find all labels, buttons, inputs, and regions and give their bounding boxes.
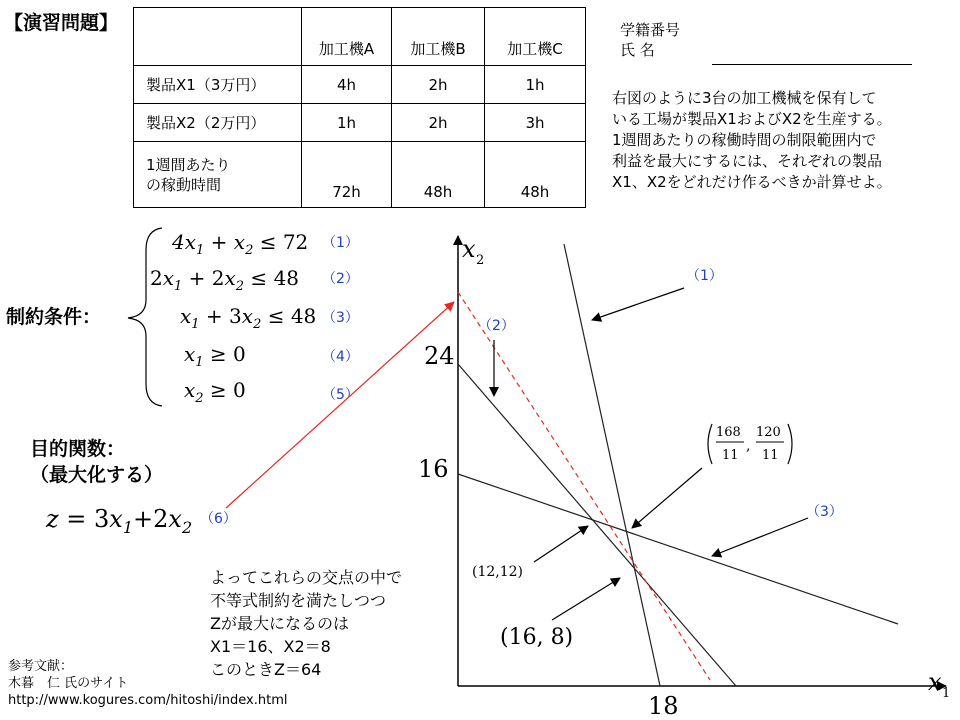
table-header-machine-b: 加工機B: [392, 8, 485, 66]
arrow-label-1: [592, 288, 684, 320]
c2-op: +: [182, 266, 212, 290]
cell-x2-b: 2h: [392, 104, 485, 142]
cell-x1-a: 4h: [302, 66, 392, 104]
cell-hours-c: 48h: [485, 142, 586, 208]
c1-sub1: 1: [196, 243, 205, 258]
exercise-title: 【演習問題】: [4, 12, 119, 34]
c2-var2: x: [224, 266, 236, 290]
line-label-2: （2）: [478, 318, 515, 334]
problem-line-3: 1週間あたりの稼働時間の制限範囲内で: [612, 131, 877, 149]
x1-axis-sub: 1: [942, 686, 951, 701]
obj-plus: +2: [133, 505, 169, 533]
point-label-1212: (12,12): [472, 564, 524, 580]
cell-x2-c: 3h: [485, 104, 586, 142]
tick-24: 24: [424, 342, 455, 370]
conclusion-line-4: X1＝16、X2＝8: [210, 637, 331, 656]
obj-var2: x: [168, 505, 182, 533]
tick-16: 16: [418, 455, 449, 483]
constraint-2-tag: （2）: [322, 271, 359, 287]
c3-rel: ≤: [261, 304, 291, 328]
c1-var1: x: [184, 230, 197, 254]
reference-url: http://www.kogures.com/hitoshi/index.html: [8, 693, 288, 708]
row-label-x1: 製品X1（3万円）: [134, 66, 302, 104]
table-header-machine-a: 加工機A: [302, 8, 392, 66]
c2-sub1: 1: [174, 279, 183, 294]
student-name-label: 氏 名: [620, 41, 655, 59]
c2-sub2: 2: [235, 279, 245, 294]
row-label-hours-line2: の稼動時間: [146, 175, 222, 194]
cell-hours-a: 72h: [302, 142, 392, 208]
line-label-3: （3）: [806, 504, 843, 520]
objective-line: [458, 292, 710, 680]
c2-coef1: 2: [150, 266, 163, 290]
obj-z: z: [46, 505, 59, 533]
constraints-brace: [128, 228, 162, 406]
point-label-168: (16, 8): [500, 625, 574, 650]
constraint-line-1: [564, 244, 660, 686]
c1-rhs: 72: [282, 230, 309, 254]
objective-tag: （6）: [200, 511, 237, 527]
table-header-machine-c: 加工機C: [485, 8, 586, 66]
c5-rel: ≥: [203, 378, 234, 402]
cell-x2-a: 1h: [302, 104, 392, 142]
c3-var2: x: [241, 304, 254, 328]
obj-eq: = 3: [58, 505, 110, 533]
c5-sub1: 2: [195, 391, 204, 406]
frac-paren-right: [788, 424, 792, 464]
conclusion-line-1: よってこれらの交点の中で: [210, 568, 403, 587]
problem-line-1: 右図のように3台の加工機械を保有して: [612, 89, 877, 107]
arrow-frac-point: [632, 468, 702, 528]
conclusion-line-3: Zが最大になるのは: [210, 614, 349, 633]
c3-coef2: 3: [229, 304, 242, 328]
x2-axis-label: x: [462, 235, 476, 263]
obj-sub2: 2: [181, 517, 193, 537]
arrow-168: [552, 578, 620, 620]
constraint-line-3: [458, 474, 898, 624]
student-id-label: 学籍番号: [620, 21, 681, 39]
x2-axis-sub: 2: [476, 253, 485, 268]
c4-rel: ≥: [203, 342, 234, 366]
frac-num-1: 168: [716, 425, 741, 440]
c1-sub2: 2: [245, 243, 254, 258]
c3-sub2: 2: [253, 317, 262, 332]
constraint-3-tag: （3）: [322, 310, 359, 326]
c2-coef2: 2: [211, 266, 225, 290]
reference-line-1: 参考文献：: [8, 659, 74, 674]
tick-18: 18: [648, 692, 679, 720]
problem-line-5: X1、X2をどれだけ作るべきか計算せよ。: [612, 173, 892, 191]
conclusion-line-5: このときZ＝64: [210, 660, 322, 679]
row-label-x2: 製品X2（2万円）: [134, 104, 302, 142]
c4-sub1: 1: [195, 355, 204, 370]
c3-sub1: 1: [191, 317, 200, 332]
c5-var1: x: [184, 378, 196, 402]
obj-sub1: 1: [122, 517, 134, 537]
c5-rhs: 0: [233, 378, 246, 402]
c1-rel: ≤: [253, 230, 283, 254]
obj-var1: x: [109, 505, 123, 533]
cell-hours-b: 48h: [392, 142, 485, 208]
c4-rhs: 0: [233, 342, 246, 366]
frac-den-1: 11: [722, 448, 739, 463]
c2-var1: x: [162, 266, 175, 290]
c2-rhs: 48: [273, 266, 300, 290]
c3-op: +: [199, 304, 230, 328]
conclusion-line-2: 不等式制約を満たしつつ: [210, 591, 387, 610]
c1-op: +: [204, 230, 234, 254]
x1-axis-label: x: [928, 668, 942, 696]
problem-line-4: 利益を最大にするには、それぞれの製品: [612, 152, 883, 170]
objective-label-line2: （最大化する）: [30, 464, 164, 486]
arrow-label-3: [712, 518, 808, 556]
cell-x1-b: 2h: [392, 66, 485, 104]
constraint-4-tag: （4）: [322, 349, 359, 365]
line-label-1: （1）: [686, 268, 723, 284]
c1-coef1: 4: [172, 230, 185, 254]
c2-rel: ≤: [244, 266, 274, 290]
constraint-5-tag: （5）: [322, 387, 359, 403]
frac-num-2: 120: [756, 425, 781, 440]
frac-den-2: 11: [762, 448, 779, 463]
c3-var1: x: [180, 304, 192, 328]
reference-line-2: 木暮 仁 氏のサイト: [8, 676, 129, 691]
cell-x1-c: 1h: [485, 66, 586, 104]
c3-rhs: 48: [290, 304, 317, 328]
c1-var2: x: [233, 230, 246, 254]
frac-comma: ,: [746, 438, 751, 454]
constraints-label: 制約条件：: [6, 306, 102, 328]
arrow-1212: [534, 526, 588, 562]
c4-var1: x: [184, 342, 196, 366]
objective-label-line1: 目的関数：: [30, 438, 126, 460]
problem-line-2: いる工場が製品X1およびX2を生産する。: [612, 110, 892, 128]
constraint-1-tag: （1）: [322, 235, 359, 251]
row-label-hours-line1: 1週間あたり: [146, 155, 231, 174]
frac-paren-left: [708, 424, 712, 464]
